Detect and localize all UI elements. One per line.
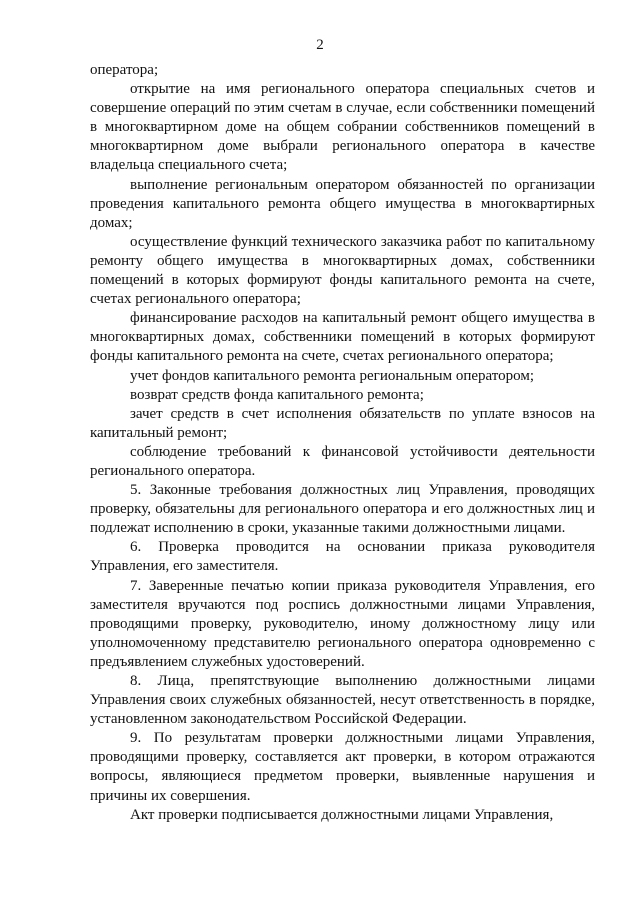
paragraph-item-8: 8. Лица, препятствующие выполнению должностными лицами Управления своих служебных обязанностей, несут ответственность в порядке, установленном законодательством Российской Федерации. [90,673,595,728]
paragraph-fund-accounting: учет фондов капитального ремонта региональным оператором; [130,367,535,384]
paragraph-technical-customer: осуществление функций технического заказчика работ по капитальному ремонту общего имущества в многоквартирных домах, собственники помещений в которых формируют фонды капитального ремонта на счете, счетах регионального оператора; [90,233,595,308]
paragraph-continuation: оператора; [90,62,159,78]
paragraph-fund-return: возврат средств фонда капитального ремонта; [130,386,424,403]
paragraph-item-5: 5. Законные требования должностных лиц Управления, проводящих проверку, обязательны для регионального оператора и его должностных лиц и подлежат исполнению в сроки, указанные такими должностными лицами. [90,482,595,537]
document-body [90,61,595,825]
paragraph-item-6: 6. Проверка проводится на основании приказа руководителя Управления, его заместителя. [90,539,595,575]
paragraph-financial-stability: соблюдение требований к финансовой устойчивости деятельности регионального оператора. [90,443,595,479]
paragraph-act-signing: Акт проверки подписывается должностными лицами Управления, [130,806,554,823]
paragraph-item-7: 7. Заверенные печатью копии приказа руководителя Управления, его заместителя вручаются под роспись должностными лицами Управления, проводящими проверку, руководителю, иному должностному лицу или уполномоченному представителю регионального оператора одновременно с предъявлением служебных удостоверений. [90,577,595,670]
page-number: 2 [316,37,324,53]
paragraph-capital-repair-organization: выполнение региональным оператором обязанностей по организации проведения капитального ремонта общего имущества в многоквартирных домах; [90,176,595,231]
paragraph-financing: финансирование расходов на капитальный ремонт общего имущества в многоквартирных домах, собственники помещений в которых формируют фонды капитального ремонта на счете, счетах регионального оператора; [90,310,595,365]
paragraph-item-9: 9. По результатам проверки должностными лицами Управления, проводящими проверку, составляется акт проверки, в котором отражаются вопросы, являющиеся предметом проверки, выявленные нарушения и причины их совершения. [90,730,595,804]
paragraph-special-accounts: открытие на имя регионального оператора специальных счетов и совершение операций по этим счетам в случае, если собственники помещений в многоквартирном доме на общем собрании собственников помещений в многоквартирном доме выбрали регионального оператора в качестве владельца специального счета; [90,81,595,174]
paragraph-offset: зачет средств в счет исполнения обязательств по уплате взносов на капитальный ремонт; [90,405,595,441]
